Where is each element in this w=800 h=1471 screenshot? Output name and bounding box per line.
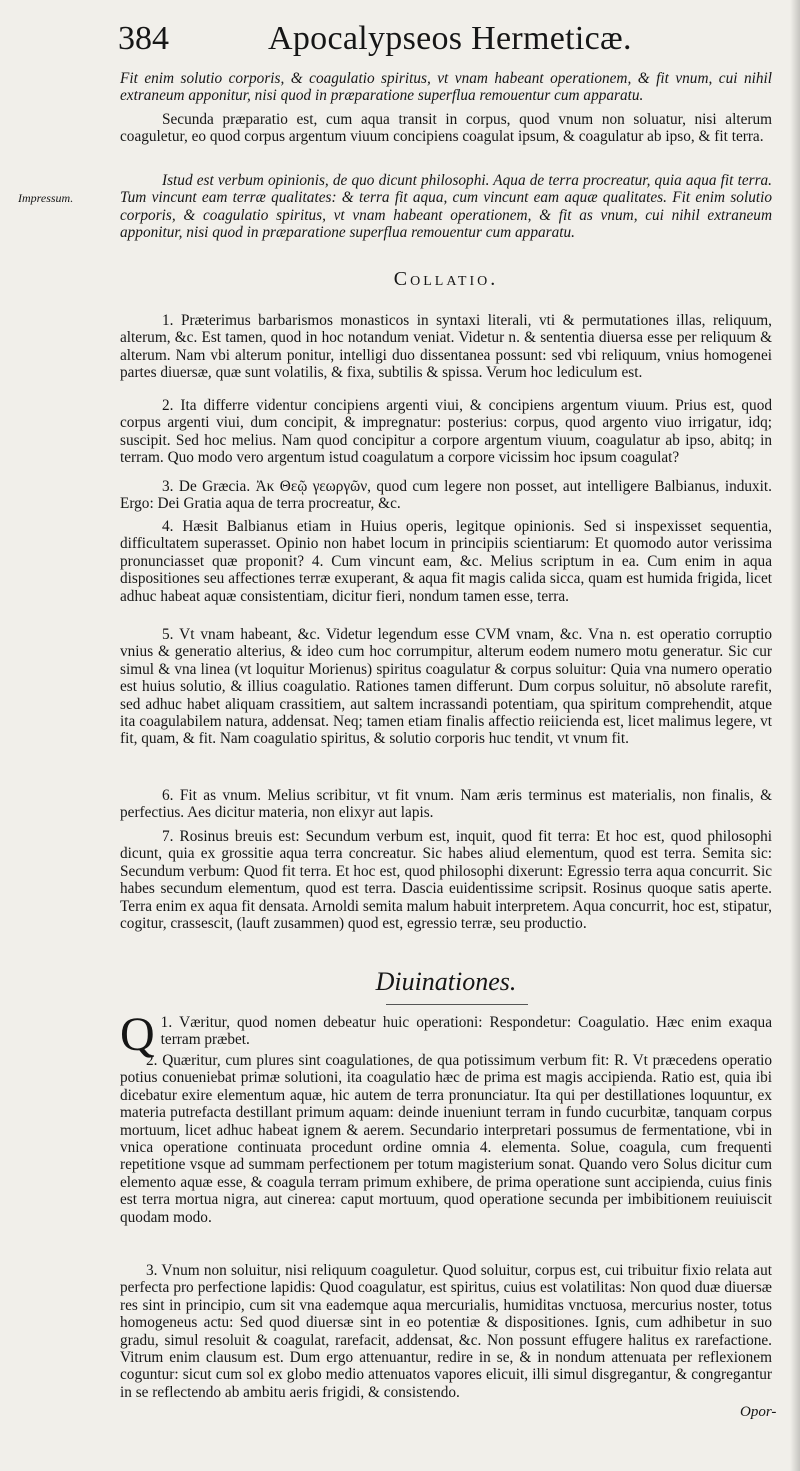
collatio-item-4: 4. Hæsit Balbianus etiam in Huius operis, legitque opinionis. Sed si inspexisset sequentia, difficultatem superasset. Opinio non habet locum in principiis scientiarum: Et quomodo autor verissima pronunciasset quæ proponit? 4. Cum vincunt eam, &c. Melius scriptum in ea. Cum enim in aqua dispositiones seu affectiones terræ exuperant, & aqua fit magis calida sicca, quam est humida frigida, licet adhuc habeat aquæ consistentiam, dicitur fieri, nondum tamen esse, terra. — [120, 518, 772, 605]
collatio-item-7: 7. Rosinus breuis est: Secundum verbum est, inquit, quod fit terra: Et hoc est, quod philosophi dicunt, quia ex grossitie aqua terra concreatur. Sic habes aliud elementum, quod est terra. Semita sic: Secundum verbum: Quod fit terra. Et hoc est, quod philosophi dixerunt: Egressio terra aqua concurrit. Sic habes secundum elementum, quod est terra. Dascia euidentissime scripsit. Rosinus quoque satis aperte. Terra enim ex aqua fit densata. Arnoldi semita malum habuit interpretem. Aqua concurrit, hoc est, stipatur, cogitur, crassescit, (lauft zusammen) quod est, egressio terræ, seu productio. — [120, 828, 772, 933]
margin-note: Impressum. — [18, 191, 74, 205]
catchword: Opor- — [740, 1404, 777, 1420]
collatio-item-3: 3. De Græcia. Ἀκ Θεῷ γεωργῶν, quod cum legere non posset, aut intelligere Balbianus, induxit. Ergo: Dei Gratia aqua de terra procreatur, &c. — [120, 478, 772, 513]
page-number: 384 — [118, 20, 169, 57]
collatio-item-2: 2. Ita differre videntur concipiens argenti viui, & concipiens argentum viuum. Prius est, quod corpus argenti viui, dum concipit, & impregnatur: posterius: corpus, quod argento viuo irrigatur, idq; suscipit. Sed hoc melius. Nam quod concipitur a corpore argentum viuum, coagulatur ab ipso, abitq; in terram. Quo modo vero argentum istud coagulatum a corpore vicissim hoc ipsum coagulat? — [120, 397, 772, 467]
item-text: Væritur, quod nomen debeatur huic operationi: Respondetur: Coagulatio. Hæc enim exaqua terram præbet. — [160, 1014, 772, 1049]
running-title: Apocalypseos Hermeticæ. — [268, 20, 632, 57]
item-number: 1. — [160, 1014, 173, 1031]
diuinationes-item-1 — [120, 1008, 772, 1061]
diuinationes-item-3: 3. Vnum non soluitur, nisi reliquum coaguletur. Quod soluitur, corpus est, cui tribuitur fixio relata aut perfecta pro perfectione lapidis: Quod coagulatur, est spiritus, cuius est volatilitas: Non quod duæ diuersæ res sint in principio, cum sit vna eademque aqua mercurialis, humiditas vnctuosa, mercurius noster, totus homogeneus actu: Sed quod diuersæ sint in eo potentiæ & dispositiones. Ignis, cum adhibetur in suo gradu, simul resoluit & coagulat, rarefacit, addensat, &c. Non possunt effugere halitus ex rarefactione. Vitrum enim clausum est. Dum ergo attenuantur, redire in se, & in nondum attenuata per reflexionem coguntur: sicut cum sol ex globo medio attenuatos vapores elicuit, illi simul disgregantur, & congregantur in se reflectendo ab ambitu aeris frigidi, & consistendo. — [120, 1262, 772, 1401]
heading-rule — [386, 1004, 528, 1005]
page-header — [118, 16, 778, 66]
intro-paragraph-3: Istud est verbum opinionis, de quo dicunt philosophi. Aqua de terra procreatur, quia aqua fit terra. Tum vincunt eam terræ qualitates: & terra fit aqua, cum vincunt eam aquæ qualitates. Fit enim solutio corporis, & coagulatio spiritus, vt vnam habeant operationem, & fit as vnum, cui nihil extraneum apponitur, nisi quod in præparatione superflua remouentur cum apparatu. — [120, 172, 772, 242]
collatio-item-1: 1. Præterimus barbarismos monasticos in syntaxi literali, vti & permutationes illas, reliquum, alterum, &c. Est tamen, quod in hoc notandum veniat. Videtur n. & sententia diuersa esse per reliquum & alterum. Nam vbi alterum ponitur, intelligi duo dissentanea possunt: sed vbi reliquum, vnius homogenei partes diuersæ, quæ sunt volatilis, & fixa, subtilis & spissa. Verum hoc lediculum est. — [120, 312, 772, 382]
diuinationes-item-2: 2. Quæritur, cum plures sint coagulationes, de qua potissimum verbum fit: R. Vt præcedens operatio potius conueniebat primæ solutioni, ita coagulatio hæc de prima est magis accipienda. Ratio est, quia ibi dicebatur exire elementum aquæ, hic autem de terra pronunciatur. Ita qui per destillationes loquuntur, ex materia putrefacta destillant primum aquam: deinde inueniunt terram in fundo cucurbitæ, tanquam corpus mortuum, licet adhuc habeat ignem & aerem. Secundario interpretari possumus de fermentatione, vbi in vnica operatione continuata procedunt ordine omnia 4. elementa. Solue, coagula, cum frequenti repetitione vsque ad summam perfectionem per totum magisterium sonat. Quando vero Solus dicitur cum elemento aquæ esse, & coagula terram primum exhibere, de prima operatione sunt accipienda, cuius finis est terra mortua nigra, aut cinerea: caput mortuum, quod operatione secunda per imbibitionem reuiuiscit quodam modo. — [120, 1052, 772, 1226]
section-heading-collatio: Collatio. — [393, 268, 499, 290]
intro-paragraph-2: Secunda præparatio est, cum aqua transit in corpus, quod vnum non soluatur, nisi alterum coaguletur, eo quod corpus argentum viuum concipiens coagulat ipsum, & coagulatur ab ipso, & fit terra. — [120, 111, 772, 146]
intro-paragraph-1: Fit enim solutio corporis, & coagulatio spiritus, vt vnam habeant operationem, & fit vnum, cui nihil extraneum apponitur, nisi quod in præparatione superflua remouentur cum apparatu. — [120, 70, 772, 105]
collatio-item-5: 5. Vt vnam habeant, &c. Videtur legendum esse CVM vnam, &c. Vna n. est operatio corruptio vnius & generatio alterius, & ideo cum hoc corrumpitur, alterum eodem numero motu generatur. Sic cur simul & vna linea (vt loquitur Morienus) spiritus coagulatur & corpus soluitur: Quia vna numero operatio est huius solutio, & illius coagulatio. Rationes tamen differunt. Dum corpus soluitur, nō absolute rarefit, sed adhuc habet aliquam crassitiem, aut saltem incrassandi potentiam, qua spiritum comprehendit, atque ita coagulabilem natura, addensat. Neq; tamen etiam finalis affectio reiicienda est, licet malimus legere, vt fit, quam, & fit. Nam coagulatio spiritus, & solutio corporis huc tendit, vt vnum fit. — [120, 626, 772, 748]
section-heading-diuinationes: Diuinationes. — [375, 967, 517, 996]
collatio-item-6: 6. Fit as vnum. Melius scribitur, vt fit vnum. Nam æris terminus est materialis, non finalis, & perfectius. Aes dicitur materia, non elixyr aut lapis. — [120, 787, 772, 822]
drop-cap: Q — [120, 1008, 155, 1061]
